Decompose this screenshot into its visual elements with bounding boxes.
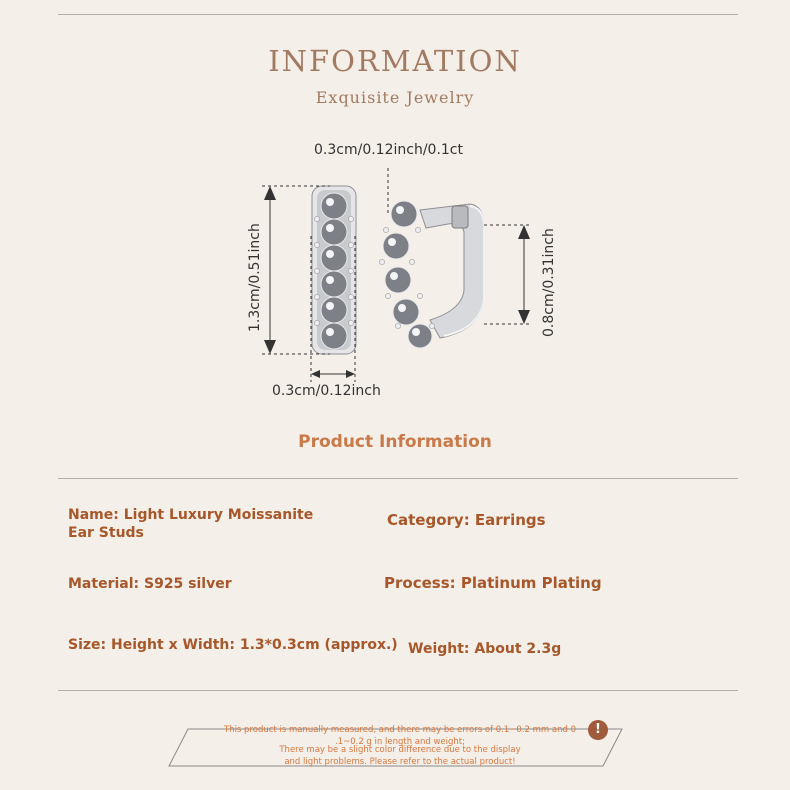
- page-subtitle: Exquisite Jewelry: [315, 88, 475, 107]
- page-title: INFORMATION: [268, 44, 522, 78]
- inner-diameter-label: 0.8cm/0.31inch: [541, 228, 557, 337]
- notice-line-3: There may be a slight color difference due to the display: [279, 745, 521, 755]
- spec-process: Process: Platinum Plating: [384, 574, 602, 592]
- notice-line-2: .1~0.2 g in length and weight;: [334, 737, 465, 747]
- notice-line-1: This product is manually measured, and there may be errors of 0.1~0.2 mm and 0: [223, 725, 576, 735]
- spec-name: Name: Light Luxury Moissanite Ear Studs: [68, 507, 314, 541]
- spec-category: Category: Earrings: [387, 511, 546, 529]
- spec-material: Material: S925 silver: [68, 576, 232, 592]
- notice-line-4: and light problems. Please refer to the actual product!: [284, 757, 516, 767]
- product-info-heading: Product Information: [298, 432, 492, 452]
- stone-size-label: 0.3cm/0.12inch/0.1ct: [314, 142, 463, 158]
- exclamation-icon: !: [588, 720, 608, 740]
- height-label: 1.3cm/0.51inch: [247, 223, 263, 332]
- spec-size: Size: Height x Width: 1.3*0.3cm (approx.): [68, 637, 398, 653]
- spec-weight: Weight: About 2.3g: [408, 641, 562, 657]
- width-label: 0.3cm/0.12inch: [272, 383, 381, 399]
